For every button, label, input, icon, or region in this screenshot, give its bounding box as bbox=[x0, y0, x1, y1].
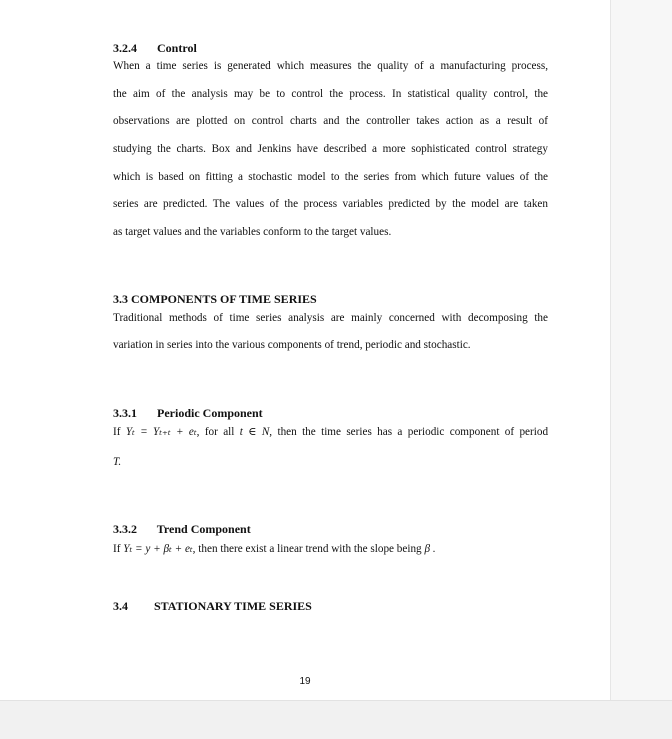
paragraph-line: variation in series into the various components of trend, periodic and stochastic. bbox=[113, 339, 471, 351]
paragraph-line: as target values and the variables conform to the target values. bbox=[113, 226, 392, 238]
periodic-formula: Yₜ = Yₜ₊ₜ + eₜ, bbox=[125, 426, 200, 438]
heading-number: 3.3.2 bbox=[113, 522, 137, 536]
heading-3-3-1 bbox=[113, 406, 263, 421]
periodic-definition-line: If Yₜ = Yₜ₊ₜ + eₜ, for all t ∈ N, then the time series has a periodic component of period bbox=[113, 426, 549, 438]
trend-formula: Yₜ = y + βₜ + eₜ, bbox=[123, 543, 196, 555]
heading-title: Periodic Component bbox=[157, 406, 263, 420]
heading-3-2-4 bbox=[113, 41, 197, 56]
page-number: 19 bbox=[299, 676, 311, 687]
paragraph-line: observations are plotted on control charts and the controller takes action as a result of bbox=[113, 115, 548, 127]
viewer-right-margin bbox=[610, 0, 672, 700]
domain-formula: t ∈ N, bbox=[239, 426, 273, 438]
heading-title: 3.3 COMPONENTS OF TIME SERIES bbox=[113, 292, 317, 306]
heading-number: 3.4 bbox=[113, 599, 128, 613]
paragraph-line: series are predicted. The values of the process variables predicted by the model are taken bbox=[113, 198, 548, 210]
heading-3-3 bbox=[113, 292, 317, 307]
heading-title: STATIONARY TIME SERIES bbox=[154, 599, 312, 613]
paragraph-line: studying the charts. Box and Jenkins have described a more sophisticated control strategy bbox=[113, 143, 548, 155]
paragraph-line: which is based on fitting a stochastic model to the series from which future values of the bbox=[113, 171, 548, 183]
viewer-bottom-area bbox=[0, 700, 672, 739]
heading-number: 3.3.1 bbox=[113, 406, 137, 420]
paragraph-line: the aim of the analysis may be to control the process. In statistical quality control, the bbox=[113, 88, 548, 100]
heading-title: Control bbox=[157, 41, 197, 55]
heading-3-4 bbox=[113, 599, 312, 614]
trend-definition-line: If Yₜ = y + βₜ + eₜ, then there exist a linear trend with the slope being β . bbox=[113, 543, 436, 555]
heading-3-3-2 bbox=[113, 522, 251, 537]
heading-title: Trend Component bbox=[156, 522, 251, 536]
paragraph-line: When a time series is generated which measures the quality of a manufacturing process, bbox=[113, 60, 548, 72]
paragraph-line: Traditional methods of time series analysis are mainly concerned with decomposing the bbox=[113, 312, 548, 324]
slope-symbol: β . bbox=[424, 543, 436, 555]
period-symbol: T. bbox=[113, 456, 122, 468]
heading-number: 3.2.4 bbox=[113, 41, 137, 55]
